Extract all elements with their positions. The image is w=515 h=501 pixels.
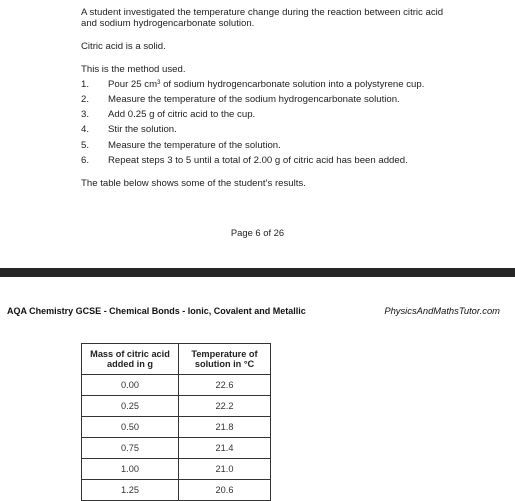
mass-column-header — [82, 344, 179, 375]
mass-cell: 0.25 — [82, 396, 179, 417]
header-line: solution in °C — [194, 359, 255, 369]
method-step-4 — [81, 124, 177, 135]
temperature-column-header — [179, 344, 271, 375]
temperature-cell: 21.0 — [179, 459, 271, 480]
mass-cell: 0.50 — [82, 417, 179, 438]
step-number: 6. — [81, 155, 90, 166]
website-watermark: PhysicsAndMathsTutor.com — [384, 305, 500, 316]
intro-paragraph: A student investigated the temperature change during the reaction between citric acid and sodium hydrogencarbonate solution. — [81, 7, 444, 29]
table-row — [82, 396, 271, 417]
step-number: 3. — [81, 109, 90, 120]
step-text: Measure the temperature of the sodium hydrogencarbonate solution. — [108, 94, 400, 105]
step-text: Add 0.25 g of citric acid to the cup. — [108, 109, 256, 120]
step-number: 2. — [81, 94, 90, 105]
method-step-2 — [81, 94, 400, 105]
step-text: Repeat steps 3 to 5 until a total of 2.00 g of citric acid has been added. — [108, 155, 408, 166]
table-intro-text: The table below shows some of the student’s results. — [81, 178, 306, 189]
method-step-6 — [81, 155, 408, 166]
step-text-rest: of sodium hydrogencarbonate solution into a polystyrene cup. — [160, 79, 425, 90]
table-row — [82, 480, 271, 501]
method-step-3 — [81, 109, 255, 120]
method-step-1 — [81, 79, 424, 90]
header-line: Mass of citric acid — [90, 348, 170, 359]
page-divider — [0, 268, 515, 277]
document-header-title: AQA Chemistry GCSE - Chemical Bonds - Ionic, Covalent and Metallic — [7, 306, 306, 316]
step-text: Stir the solution. — [108, 124, 177, 135]
step-number: 4. — [81, 124, 90, 135]
step-text: Pour 25 cm — [108, 79, 158, 90]
step-number: 5. — [81, 140, 90, 151]
method-intro-text: This is the method used. — [81, 64, 186, 75]
table-row — [82, 375, 271, 396]
mass-cell: 1.00 — [82, 459, 179, 480]
step-text: Measure the temperature of the solution. — [108, 140, 281, 151]
table-row — [82, 459, 271, 480]
table-row — [82, 417, 271, 438]
temperature-cell: 22.2 — [179, 396, 271, 417]
temperature-cell: 20.6 — [179, 480, 271, 501]
temperature-cell: 21.8 — [179, 417, 271, 438]
table-header-row — [82, 344, 271, 375]
header-line: added in g — [107, 359, 153, 369]
mass-cell: 0.75 — [82, 438, 179, 459]
mass-cell: 1.25 — [82, 480, 179, 501]
step-number: 1. — [81, 79, 90, 90]
method-step-5 — [81, 140, 281, 151]
header-line: Temperature of — [191, 348, 258, 359]
table-row — [82, 438, 271, 459]
page-number: Page 6 of 26 — [230, 227, 285, 238]
results-table — [81, 343, 271, 501]
mass-cell: 0.00 — [82, 375, 179, 396]
temperature-cell: 22.6 — [179, 375, 271, 396]
temperature-cell: 21.4 — [179, 438, 271, 459]
superscript-3: 3 — [157, 80, 161, 86]
citric-acid-solid-text: Citric acid is a solid. — [81, 41, 166, 52]
